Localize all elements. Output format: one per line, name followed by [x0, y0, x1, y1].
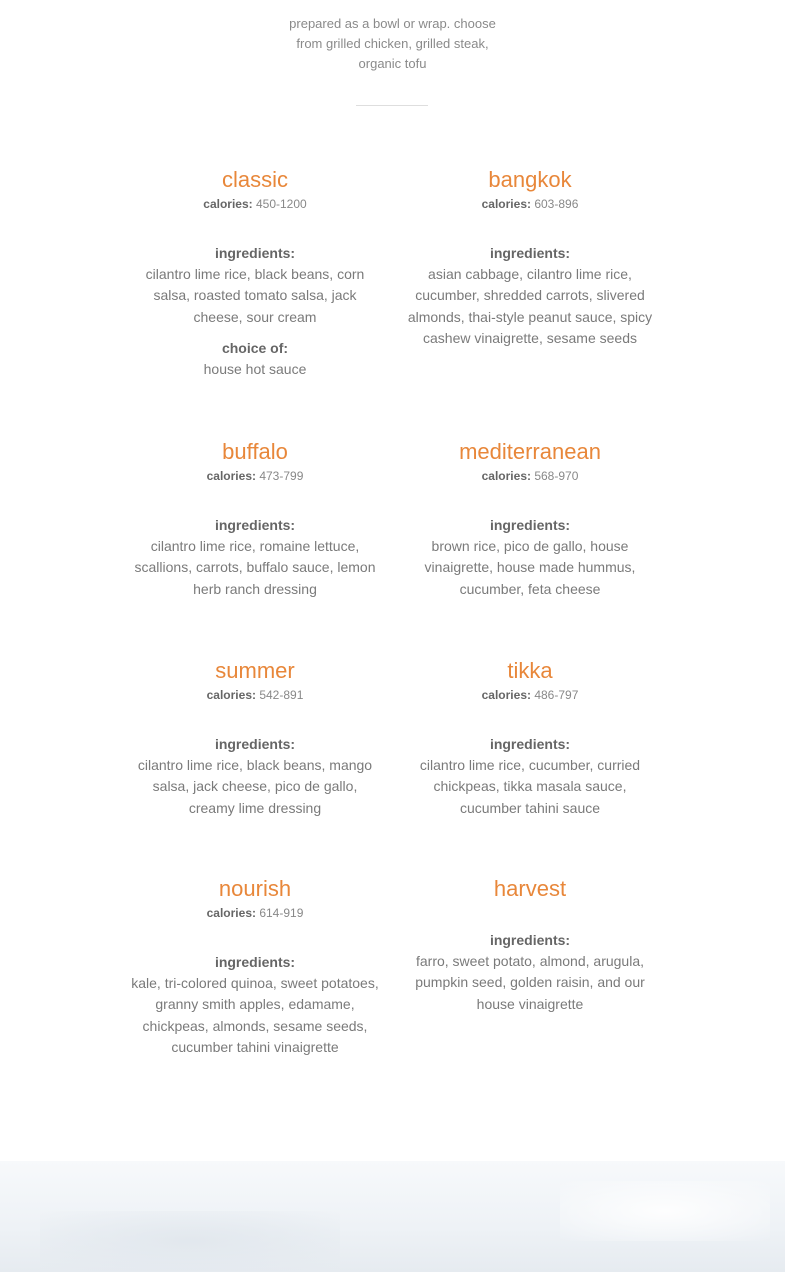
- ingredients-label: ingredients:: [214, 517, 296, 533]
- item-title: summer: [215, 658, 295, 683]
- item-calories: [130, 195, 380, 213]
- choice-label: choice of:: [221, 339, 289, 356]
- item-title: bangkok: [488, 167, 572, 192]
- calories-label: calories:: [206, 469, 256, 483]
- intro-line: organic tofu: [358, 56, 427, 71]
- menu-item-summer: [130, 658, 380, 819]
- calories-value: 486-797: [534, 688, 579, 702]
- intro-line: prepared as a bowl or wrap. choose: [289, 16, 496, 31]
- menu-item-nourish: [130, 876, 380, 1058]
- menu-item-classic: [130, 167, 380, 380]
- ingredients-label: ingredients:: [489, 736, 571, 752]
- section-divider: [356, 105, 428, 106]
- ingredients-label: ingredients:: [489, 245, 571, 261]
- calories-label: calories:: [206, 688, 256, 702]
- calories-value: 568-970: [534, 469, 579, 483]
- ingredients-label: ingredients:: [214, 736, 296, 752]
- item-calories: [405, 467, 655, 485]
- ingredients-label: ingredients:: [214, 954, 296, 970]
- calories-label: calories:: [206, 906, 256, 920]
- calories-label: calories:: [203, 197, 253, 211]
- ingredients-label: ingredients:: [489, 517, 571, 533]
- item-calories: [130, 904, 380, 922]
- item-calories: [130, 686, 380, 704]
- choice-text: house hot sauce: [203, 360, 307, 377]
- calories-value: 450-1200: [255, 197, 307, 211]
- footer-background-image: [0, 1161, 785, 1272]
- calories-value: 603-896: [534, 197, 579, 211]
- item-calories: [405, 195, 655, 213]
- ingredients-text: kale, tri-colored quinoa, sweet potatoes, granny smith apples, edamame, chickpeas, almonds, sesame seeds, cucumber tahini vinaigrette: [131, 975, 379, 1055]
- ingredients-text: cilantro lime rice, black beans, corn salsa, roasted tomato salsa, jack cheese, sour cream: [145, 266, 365, 325]
- intro-line: from grilled chicken, grilled steak,: [296, 36, 489, 51]
- menu-item-tikka: [405, 658, 655, 819]
- calories-label: calories:: [481, 197, 531, 211]
- item-calories: [130, 467, 380, 485]
- calories-label: calories:: [481, 688, 531, 702]
- calories-value: 542-891: [259, 688, 304, 702]
- calories-label: calories:: [481, 469, 531, 483]
- ingredients-text: cilantro lime rice, black beans, mango salsa, jack cheese, pico de gallo, creamy lime dressing: [137, 757, 373, 816]
- item-title: classic: [221, 167, 288, 192]
- item-title: buffalo: [222, 439, 288, 464]
- ingredients-text: farro, sweet potato, almond, arugula, pumpkin seed, golden raisin, and our house vinaigrette: [415, 953, 645, 1012]
- item-calories: [405, 686, 655, 704]
- menu-item-harvest: [405, 876, 655, 1015]
- menu-item-mediterranean: [405, 439, 655, 600]
- menu-item-buffalo: [130, 439, 380, 600]
- ingredients-label: ingredients:: [214, 245, 296, 261]
- item-title: harvest: [493, 876, 567, 901]
- item-title: mediterranean: [459, 439, 601, 464]
- ingredients-text: cilantro lime rice, romaine lettuce, scallions, carrots, buffalo sauce, lemon herb ranch dressing: [134, 538, 376, 597]
- calories-value: 614-919: [259, 906, 304, 920]
- ingredients-text: brown rice, pico de gallo, house vinaigrette, house made hummus, cucumber, feta cheese: [424, 538, 636, 597]
- intro-description: [0, 14, 785, 74]
- ingredients-text: asian cabbage, cilantro lime rice, cucumber, shredded carrots, slivered almonds, thai-style peanut sauce, spicy cashew vinaigrette, sesame seeds: [407, 266, 653, 346]
- ingredients-text: cilantro lime rice, cucumber, curried chickpeas, tikka masala sauce, cucumber tahini sauce: [419, 757, 641, 816]
- calories-value: 473-799: [259, 469, 304, 483]
- item-title: tikka: [507, 658, 553, 683]
- ingredients-label: ingredients:: [489, 932, 571, 948]
- menu-item-bangkok: [405, 167, 655, 349]
- item-title: nourish: [218, 876, 292, 901]
